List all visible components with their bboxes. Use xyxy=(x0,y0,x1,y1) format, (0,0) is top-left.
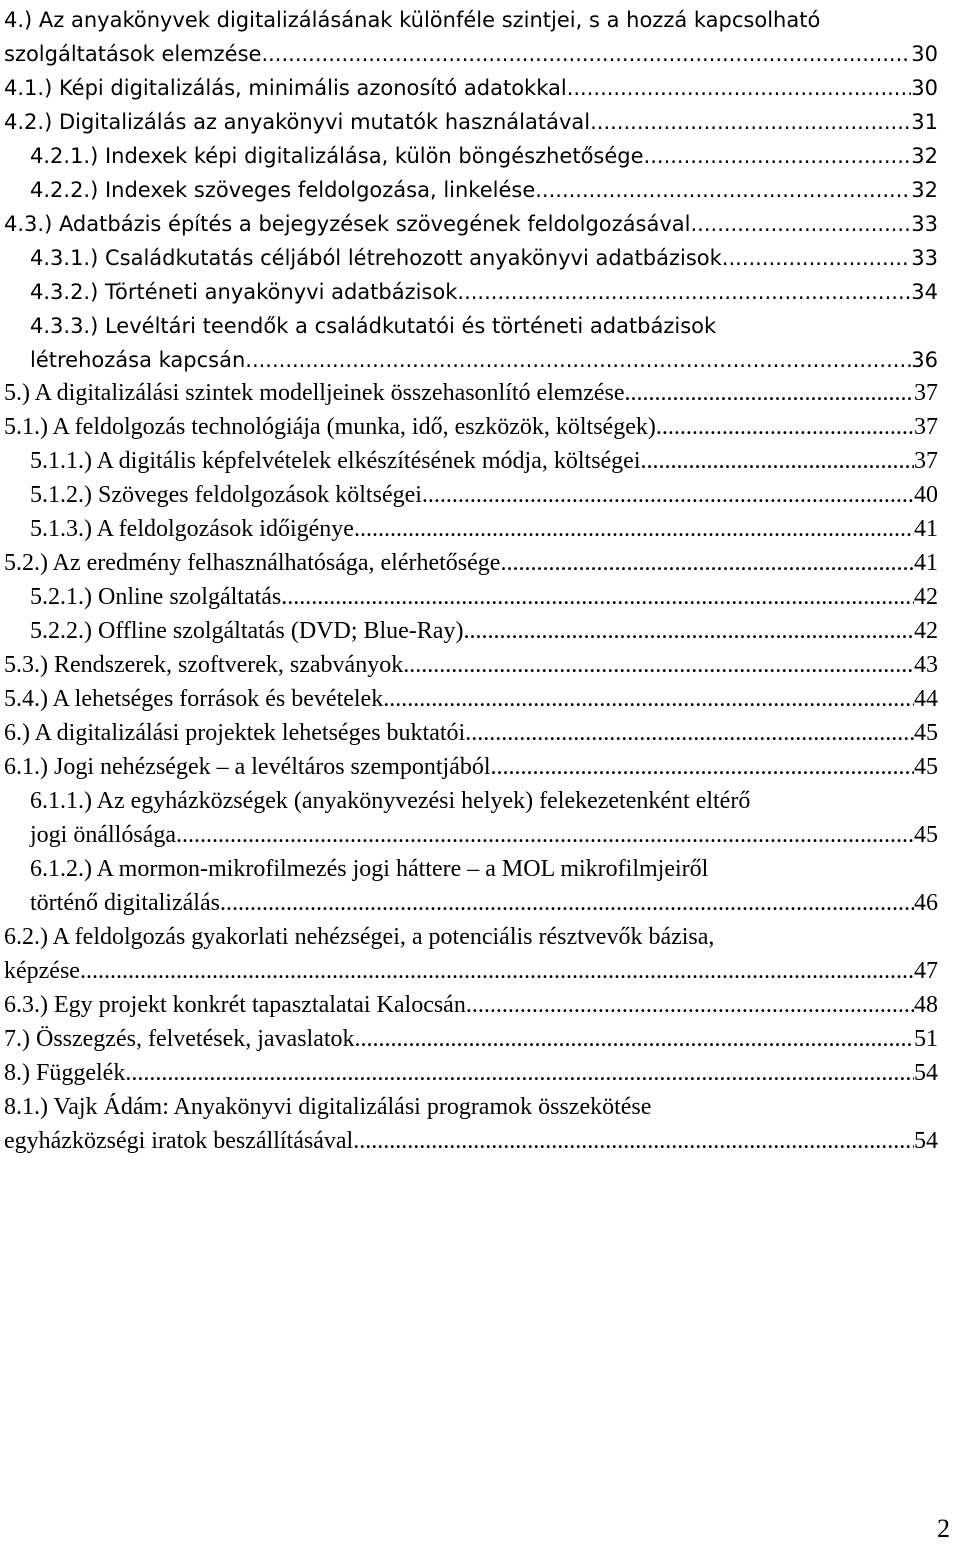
toc-entry-title: 4.3.2.) Történeti anyakönyvi adatbázisok xyxy=(30,280,458,304)
toc-entry-title: 6.3.) Egy projekt konkrét tapasztalatai Kalocsán xyxy=(4,992,466,1018)
toc-leader-dots xyxy=(403,649,914,682)
toc-entry xyxy=(4,649,938,682)
toc-entry-page: 45 xyxy=(914,822,938,848)
toc-leader-dots xyxy=(80,955,914,988)
page-number: 2 xyxy=(937,1514,950,1543)
toc-entry-title: 5.3.) Rendszerek, szoftverek, szabványok xyxy=(4,652,404,678)
toc-entry xyxy=(4,989,938,1022)
toc-leader-dots xyxy=(644,140,912,173)
toc-entry-page: 36 xyxy=(911,348,938,372)
toc-entry-page: 42 xyxy=(914,584,938,610)
toc-entry-page: 37 xyxy=(914,414,938,440)
toc-entry xyxy=(4,72,938,105)
toc-entry-title: 4.2.1.) Indexek képi digitalizálása, külön böngészhetősége xyxy=(30,144,644,168)
toc-leader-dots xyxy=(466,989,914,1022)
toc-entry xyxy=(4,4,938,37)
toc-entry xyxy=(4,1057,938,1090)
toc-entry xyxy=(4,1023,938,1056)
toc-entry-title: egyházközségi iratok beszállításával xyxy=(4,1128,354,1154)
toc-entry-title: 4.) Az anyakönyvek digitalizálásának különféle szintjei, s a hozzá kapcsolható xyxy=(4,8,821,32)
toc-entry-title: 8.) Függelék xyxy=(4,1060,126,1086)
toc-entry-title: 6.2.) A feldolgozás gyakorlati nehézségei, a potenciális résztvevők bázisa, xyxy=(4,924,715,950)
toc-entry-title: történő digitalizálás xyxy=(30,890,220,916)
toc-entry-title: 5.) A digitalizálási szintek modelljeinek összehasonlító elemzése xyxy=(4,380,625,406)
toc-entry xyxy=(30,310,938,343)
toc-entry-page: 31 xyxy=(911,110,938,134)
toc-entry-title: szolgáltatások elemzése xyxy=(4,42,262,66)
toc-entry-page: 43 xyxy=(914,652,938,678)
toc-entry xyxy=(30,853,938,886)
toc-entry-title: 5.1.3.) A feldolgozások időigénye xyxy=(30,516,354,542)
toc-entry-page: 37 xyxy=(914,448,938,474)
toc-entry-title: képzése xyxy=(4,958,80,984)
toc-leader-dots xyxy=(625,377,915,410)
toc-entry xyxy=(30,615,938,648)
toc-entry xyxy=(4,717,938,750)
toc-leader-dots xyxy=(125,1057,914,1090)
toc-leader-dots xyxy=(465,717,914,750)
toc-entry-page: 37 xyxy=(914,380,938,406)
toc-entry-page: 30 xyxy=(911,42,938,66)
toc-entry-page: 32 xyxy=(911,178,938,202)
toc-leader-dots xyxy=(355,1023,914,1056)
toc-leader-dots xyxy=(176,819,914,852)
toc-leader-dots xyxy=(245,344,911,377)
toc-entry-page: 45 xyxy=(914,754,938,780)
toc-entry-page: 34 xyxy=(911,280,938,304)
toc-entry xyxy=(30,785,938,818)
toc-entry-title: 4.3.3.) Levéltári teendők a családkutatói és történeti adatbázisok xyxy=(30,314,717,338)
toc-entry xyxy=(4,547,938,580)
toc-entry-title: 5.2.1.) Online szolgáltatás xyxy=(30,584,282,610)
toc-entry-page: 44 xyxy=(914,686,938,712)
toc-entry-title: 6.) A digitalizálási projektek lehetséges buktatói xyxy=(4,720,466,746)
toc-entry-title: 5.4.) A lehetséges források és bevételek xyxy=(4,686,384,712)
toc-entry-title: 5.1.1.) A digitális képfelvételek elkészítésének módja, költségei xyxy=(30,448,641,474)
toc-entry-title: 8.1.) Vajk Ádám: Anyakönyvi digitalizálási programok összekötése xyxy=(4,1094,652,1120)
toc-entry-title: 4.2.) Digitalizálás az anyakönyvi mutatók használatával xyxy=(4,110,591,134)
toc-leader-dots xyxy=(220,887,914,920)
toc-entry-title: 6.1.2.) A mormon-mikrofilmezés jogi háttere – a MOL mikrofilmjeiről xyxy=(30,856,709,882)
toc-entry-page: 42 xyxy=(914,618,938,644)
toc-entry-page: 48 xyxy=(914,992,938,1018)
toc-leader-dots xyxy=(722,242,911,275)
toc-entry xyxy=(30,140,938,173)
toc-entry xyxy=(4,106,938,139)
toc-leader-dots xyxy=(656,411,914,444)
toc-entry xyxy=(4,955,938,988)
toc-entry xyxy=(4,208,938,241)
toc-leader-dots xyxy=(353,1125,914,1158)
toc-leader-dots xyxy=(261,38,911,71)
toc-entry-page: 30 xyxy=(911,76,938,100)
toc-entry-title: 4.3.) Adatbázis építés a bejegyzések szövegének feldolgozásával xyxy=(4,212,691,236)
toc-entry-page: 46 xyxy=(914,890,938,916)
toc-entry xyxy=(30,887,938,920)
toc-entry-page: 47 xyxy=(914,958,938,984)
toc-entry-title: létrehozása kapcsán xyxy=(30,348,246,372)
toc-entry xyxy=(30,276,938,309)
toc-leader-dots xyxy=(500,547,914,580)
toc-leader-dots xyxy=(535,174,911,207)
toc-entry-page: 32 xyxy=(911,144,938,168)
toc-entry-page: 33 xyxy=(911,212,938,236)
toc-entry xyxy=(30,344,938,377)
toc-entry-page: 54 xyxy=(914,1060,938,1086)
toc-entry xyxy=(30,445,938,478)
toc-entry xyxy=(30,581,938,614)
toc-entry xyxy=(4,377,938,410)
toc-entry xyxy=(4,411,938,444)
toc-entry xyxy=(4,683,938,716)
toc-entry-title: 4.2.2.) Indexek szöveges feldolgozása, linkelése xyxy=(30,178,536,202)
toc-leader-dots xyxy=(383,683,914,716)
toc-leader-dots xyxy=(691,208,912,241)
toc-entry-title: 5.2.2.) Offline szolgáltatás (DVD; Blue-Ray) xyxy=(30,618,464,644)
toc-leader-dots xyxy=(641,445,915,478)
toc-leader-dots xyxy=(590,106,911,139)
toc-entry-title: 5.1.2.) Szöveges feldolgozások költségei xyxy=(30,482,422,508)
toc-entry-title: 6.1.) Jogi nehézségek – a levéltáros szempontjából xyxy=(4,754,491,780)
toc-leader-dots xyxy=(463,615,914,648)
toc-entry xyxy=(4,921,938,954)
toc-entry-page: 54 xyxy=(914,1128,938,1154)
toc-entry-title: 4.3.1.) Családkutatás céljából létrehozott anyakönyvi adatbázisok xyxy=(30,246,722,270)
toc-entry-title: 7.) Összegzés, felvetések, javaslatok xyxy=(4,1026,355,1052)
toc-entry-page: 51 xyxy=(914,1026,938,1052)
toc-leader-dots xyxy=(457,276,911,309)
toc-entry-title: 5.2.) Az eredmény felhasználhatósága, elérhetősége xyxy=(4,550,501,576)
toc-entry-title: jogi önállósága xyxy=(30,822,176,848)
toc-entry-title: 6.1.1.) Az egyházközségek (anyakönyvezési helyek) felekezetenként eltérő xyxy=(30,788,751,814)
toc-entry xyxy=(30,513,938,546)
toc-entry xyxy=(30,174,938,207)
toc-leader-dots xyxy=(422,479,914,512)
toc-entry-page: 40 xyxy=(914,482,938,508)
toc-entry xyxy=(4,38,938,71)
toc-entry xyxy=(30,479,938,512)
toc-leader-dots xyxy=(491,751,914,784)
toc-leader-dots xyxy=(281,581,914,614)
toc-entry-page: 45 xyxy=(914,720,938,746)
toc-entry-page: 33 xyxy=(911,246,938,270)
toc-entry xyxy=(4,1125,938,1158)
toc-entry xyxy=(4,1091,938,1124)
toc-leader-dots xyxy=(567,72,912,105)
toc-entry-title: 4.1.) Képi digitalizálás, minimális azonosító adatokkal xyxy=(4,76,567,100)
toc-entry xyxy=(4,751,938,784)
toc-entry xyxy=(30,242,938,275)
toc-entry-page: 41 xyxy=(914,550,938,576)
toc-leader-dots xyxy=(354,513,914,546)
toc-entry-title: 5.1.) A feldolgozás technológiája (munka, idő, eszközök, költségek) xyxy=(4,414,656,440)
toc-entry xyxy=(30,819,938,852)
toc-entry-page: 41 xyxy=(914,516,938,542)
